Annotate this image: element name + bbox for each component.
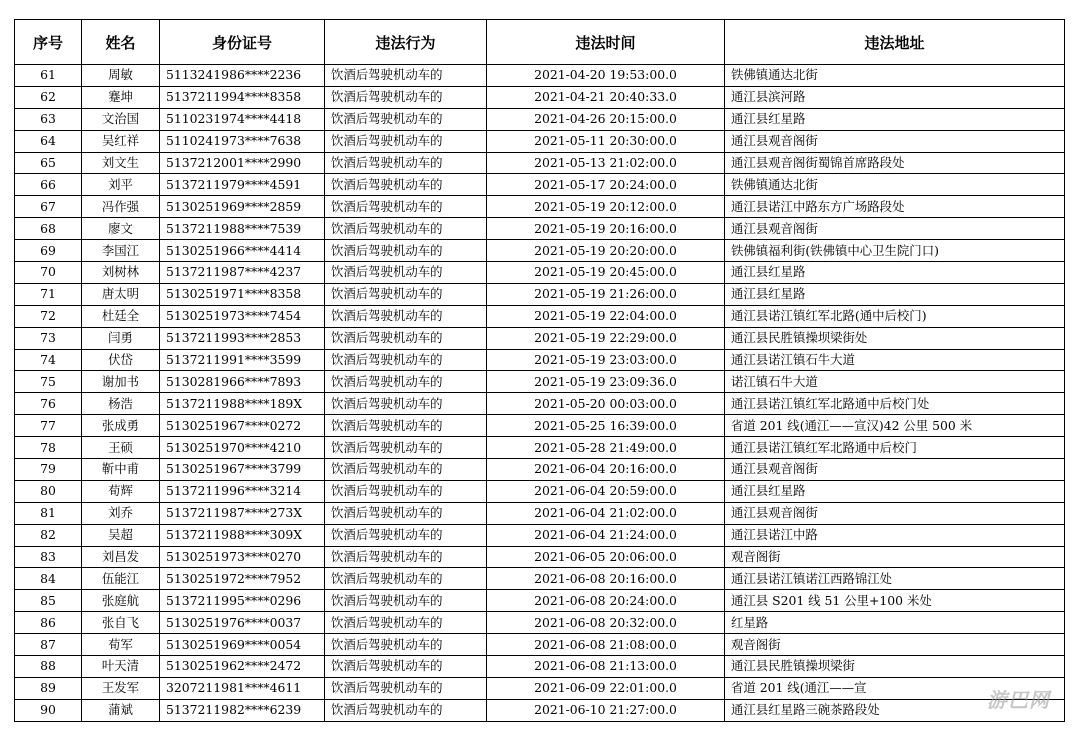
cell-seq: 62 — [15, 86, 82, 108]
table-row — [15, 327, 1065, 349]
cell-id-number: 5130251969****2859 — [160, 196, 325, 218]
cell-name: 闫勇 — [82, 327, 160, 349]
cell-address: 通江县诺江镇红军北路(通中后校门) — [725, 305, 1065, 327]
cell-time: 2021-05-19 20:16:00.0 — [487, 218, 725, 240]
table-row — [15, 546, 1065, 568]
cell-address: 铁佛镇通达北街 — [725, 174, 1065, 196]
table-row — [15, 240, 1065, 262]
table-row — [15, 174, 1065, 196]
cell-violation: 饮酒后驾驶机动车的 — [325, 174, 487, 196]
cell-address: 观音阁街 — [725, 634, 1065, 656]
cell-id-number: 5137211993****2853 — [160, 327, 325, 349]
cell-time: 2021-05-19 23:09:36.0 — [487, 371, 725, 393]
table-row — [15, 699, 1065, 721]
cell-name: 王硕 — [82, 437, 160, 459]
cell-seq: 63 — [15, 108, 82, 130]
cell-address: 通江县民胜镇操坝梁街 — [725, 656, 1065, 678]
cell-name: 冯作强 — [82, 196, 160, 218]
cell-seq: 89 — [15, 677, 82, 699]
cell-name: 王发军 — [82, 677, 160, 699]
cell-address: 通江县 S201 线 51 公里+100 米处 — [725, 590, 1065, 612]
cell-name: 杨浩 — [82, 393, 160, 415]
cell-name: 刘昌发 — [82, 546, 160, 568]
cell-name: 张自飞 — [82, 612, 160, 634]
cell-name: 杜廷全 — [82, 305, 160, 327]
table-row — [15, 677, 1065, 699]
cell-address: 诺江镇石牛大道 — [725, 371, 1065, 393]
cell-seq: 84 — [15, 568, 82, 590]
cell-violation: 饮酒后驾驶机动车的 — [325, 502, 487, 524]
cell-id-number: 5130251973****0270 — [160, 546, 325, 568]
cell-address: 铁佛镇通达北街 — [725, 65, 1065, 87]
cell-violation: 饮酒后驾驶机动车的 — [325, 437, 487, 459]
cell-violation: 饮酒后驾驶机动车的 — [325, 415, 487, 437]
cell-address: 通江县民胜镇操坝梁街处 — [725, 327, 1065, 349]
cell-violation: 饮酒后驾驶机动车的 — [325, 459, 487, 481]
cell-time: 2021-06-04 20:16:00.0 — [487, 459, 725, 481]
cell-id-number: 5137211994****8358 — [160, 86, 325, 108]
cell-name: 周敏 — [82, 65, 160, 87]
cell-address: 通江县观音阁街 — [725, 218, 1065, 240]
cell-address: 通江县红星路三碗茶路段处 — [725, 699, 1065, 721]
cell-id-number: 5130251969****0054 — [160, 634, 325, 656]
cell-id-number: 5137212001****2990 — [160, 152, 325, 174]
table-row — [15, 393, 1065, 415]
cell-violation: 饮酒后驾驶机动车的 — [325, 568, 487, 590]
cell-time: 2021-05-19 20:45:00.0 — [487, 262, 725, 284]
cell-seq: 75 — [15, 371, 82, 393]
table-row — [15, 634, 1065, 656]
cell-violation: 饮酒后驾驶机动车的 — [325, 327, 487, 349]
table-row — [15, 196, 1065, 218]
cell-violation: 饮酒后驾驶机动车的 — [325, 262, 487, 284]
cell-name: 吴红祥 — [82, 130, 160, 152]
cell-name: 荀辉 — [82, 480, 160, 502]
header-id: 身份证号 — [160, 20, 325, 65]
cell-name: 伏岱 — [82, 349, 160, 371]
header-time: 违法时间 — [487, 20, 725, 65]
cell-name: 刘乔 — [82, 502, 160, 524]
cell-id-number: 5137211987****273X — [160, 502, 325, 524]
cell-time: 2021-06-08 21:13:00.0 — [487, 656, 725, 678]
cell-violation: 饮酒后驾驶机动车的 — [325, 634, 487, 656]
cell-id-number: 5137211982****6239 — [160, 699, 325, 721]
cell-address: 通江县红星路 — [725, 283, 1065, 305]
cell-seq: 86 — [15, 612, 82, 634]
cell-seq: 90 — [15, 699, 82, 721]
cell-seq: 83 — [15, 546, 82, 568]
cell-time: 2021-06-10 21:27:00.0 — [487, 699, 725, 721]
cell-id-number: 5130251971****8358 — [160, 283, 325, 305]
cell-name: 荀军 — [82, 634, 160, 656]
table-row — [15, 656, 1065, 678]
table-row — [15, 568, 1065, 590]
cell-time: 2021-06-04 21:02:00.0 — [487, 502, 725, 524]
cell-seq: 67 — [15, 196, 82, 218]
cell-violation: 饮酒后驾驶机动车的 — [325, 524, 487, 546]
cell-seq: 81 — [15, 502, 82, 524]
cell-address: 通江县诺江镇石牛大道 — [725, 349, 1065, 371]
cell-seq: 78 — [15, 437, 82, 459]
header-addr: 违法地址 — [725, 20, 1065, 65]
cell-name: 张成勇 — [82, 415, 160, 437]
cell-seq: 74 — [15, 349, 82, 371]
cell-id-number: 5137211987****4237 — [160, 262, 325, 284]
table-row — [15, 283, 1065, 305]
cell-address: 通江县滨河路 — [725, 86, 1065, 108]
table-row — [15, 349, 1065, 371]
cell-violation: 饮酒后驾驶机动车的 — [325, 480, 487, 502]
cell-seq: 66 — [15, 174, 82, 196]
cell-name: 廖文 — [82, 218, 160, 240]
cell-address: 通江县诺江镇红军北路通中后校门处 — [725, 393, 1065, 415]
cell-id-number: 5137211988****7539 — [160, 218, 325, 240]
header-row — [15, 20, 1065, 65]
cell-violation: 饮酒后驾驶机动车的 — [325, 86, 487, 108]
cell-time: 2021-05-20 00:03:00.0 — [487, 393, 725, 415]
cell-name: 李国江 — [82, 240, 160, 262]
table-body — [15, 65, 1065, 722]
cell-address: 通江县诺江中路东方广场路段处 — [725, 196, 1065, 218]
cell-seq: 69 — [15, 240, 82, 262]
table-row — [15, 502, 1065, 524]
cell-seq: 73 — [15, 327, 82, 349]
cell-violation: 饮酒后驾驶机动车的 — [325, 130, 487, 152]
cell-time: 2021-04-26 20:15:00.0 — [487, 108, 725, 130]
cell-time: 2021-05-19 21:26:00.0 — [487, 283, 725, 305]
table-row — [15, 437, 1065, 459]
cell-time: 2021-06-08 21:08:00.0 — [487, 634, 725, 656]
table-row — [15, 459, 1065, 481]
table-header — [15, 20, 1065, 65]
cell-name: 吴超 — [82, 524, 160, 546]
table-row — [15, 262, 1065, 284]
cell-time: 2021-06-08 20:16:00.0 — [487, 568, 725, 590]
cell-time: 2021-05-19 22:29:00.0 — [487, 327, 725, 349]
cell-seq: 68 — [15, 218, 82, 240]
cell-address: 省道 201 线(通江——宣汉)42 公里 500 米 — [725, 415, 1065, 437]
watermark-text: 游巴网 — [987, 688, 1050, 712]
cell-address: 通江县诺江镇诺江西路锦江处 — [725, 568, 1065, 590]
cell-address: 通江县红星路 — [725, 480, 1065, 502]
cell-address: 通江县观音阁街 — [725, 459, 1065, 481]
cell-name: 靳中甫 — [82, 459, 160, 481]
cell-name: 叶天清 — [82, 656, 160, 678]
cell-seq: 61 — [15, 65, 82, 87]
cell-seq: 88 — [15, 656, 82, 678]
cell-seq: 72 — [15, 305, 82, 327]
cell-id-number: 5130251970****4210 — [160, 437, 325, 459]
cell-time: 2021-06-04 20:59:00.0 — [487, 480, 725, 502]
table-row — [15, 524, 1065, 546]
cell-id-number: 5130251966****4414 — [160, 240, 325, 262]
cell-address: 省道 201 线(通江——宣 — [725, 677, 1065, 699]
cell-violation: 饮酒后驾驶机动车的 — [325, 305, 487, 327]
cell-violation: 饮酒后驾驶机动车的 — [325, 612, 487, 634]
cell-seq: 71 — [15, 283, 82, 305]
cell-id-number: 5130251967****0272 — [160, 415, 325, 437]
cell-time: 2021-05-11 20:30:00.0 — [487, 130, 725, 152]
cell-violation: 饮酒后驾驶机动车的 — [325, 590, 487, 612]
cell-time: 2021-06-04 21:24:00.0 — [487, 524, 725, 546]
cell-address: 通江县红星路 — [725, 108, 1065, 130]
cell-violation: 饮酒后驾驶机动车的 — [325, 65, 487, 87]
cell-id-number: 5130251967****3799 — [160, 459, 325, 481]
cell-time: 2021-06-05 20:06:00.0 — [487, 546, 725, 568]
table-row — [15, 480, 1065, 502]
cell-id-number: 5130281966****7893 — [160, 371, 325, 393]
cell-address: 红星路 — [725, 612, 1065, 634]
cell-time: 2021-04-21 20:40:33.0 — [487, 86, 725, 108]
cell-seq: 79 — [15, 459, 82, 481]
cell-address: 通江县诺江中路 — [725, 524, 1065, 546]
cell-seq: 70 — [15, 262, 82, 284]
cell-violation: 饮酒后驾驶机动车的 — [325, 371, 487, 393]
site-watermark — [987, 684, 1050, 713]
cell-violation: 饮酒后驾驶机动车的 — [325, 108, 487, 130]
cell-time: 2021-06-08 20:24:00.0 — [487, 590, 725, 612]
cell-id-number: 5137211979****4591 — [160, 174, 325, 196]
cell-time: 2021-04-20 19:53:00.0 — [487, 65, 725, 87]
cell-violation: 饮酒后驾驶机动车的 — [325, 218, 487, 240]
cell-time: 2021-05-17 20:24:00.0 — [487, 174, 725, 196]
table-row — [15, 305, 1065, 327]
cell-address: 通江县观音阁街蜀锦首席路段处 — [725, 152, 1065, 174]
cell-name: 伍能江 — [82, 568, 160, 590]
table-row — [15, 371, 1065, 393]
cell-time: 2021-06-09 22:01:00.0 — [487, 677, 725, 699]
violation-table — [14, 19, 1065, 722]
table-row — [15, 108, 1065, 130]
cell-seq: 85 — [15, 590, 82, 612]
table-row — [15, 130, 1065, 152]
cell-violation: 饮酒后驾驶机动车的 — [325, 656, 487, 678]
cell-address: 通江县红星路 — [725, 262, 1065, 284]
cell-violation: 饮酒后驾驶机动车的 — [325, 349, 487, 371]
table-row — [15, 65, 1065, 87]
cell-violation: 饮酒后驾驶机动车的 — [325, 152, 487, 174]
cell-time: 2021-05-19 23:03:00.0 — [487, 349, 725, 371]
cell-seq: 77 — [15, 415, 82, 437]
table-row — [15, 152, 1065, 174]
cell-seq: 64 — [15, 130, 82, 152]
header-seq: 序号 — [15, 20, 82, 65]
cell-time: 2021-05-28 21:49:00.0 — [487, 437, 725, 459]
cell-id-number: 5113241986****2236 — [160, 65, 325, 87]
cell-name: 刘平 — [82, 174, 160, 196]
cell-id-number: 3207211981****4611 — [160, 677, 325, 699]
cell-violation: 饮酒后驾驶机动车的 — [325, 393, 487, 415]
cell-violation: 饮酒后驾驶机动车的 — [325, 677, 487, 699]
cell-name: 刘文生 — [82, 152, 160, 174]
cell-id-number: 5137211991****3599 — [160, 349, 325, 371]
table-row — [15, 590, 1065, 612]
cell-violation: 饮酒后驾驶机动车的 — [325, 699, 487, 721]
cell-violation: 饮酒后驾驶机动车的 — [325, 240, 487, 262]
cell-id-number: 5137211988****189X — [160, 393, 325, 415]
cell-address: 通江县诺江镇红军北路通中后校门 — [725, 437, 1065, 459]
cell-time: 2021-05-19 20:20:00.0 — [487, 240, 725, 262]
cell-id-number: 5137211995****0296 — [160, 590, 325, 612]
cell-id-number: 5130251973****7454 — [160, 305, 325, 327]
cell-name: 蹇坤 — [82, 86, 160, 108]
cell-id-number: 5130251972****7952 — [160, 568, 325, 590]
cell-name: 蒲斌 — [82, 699, 160, 721]
cell-seq: 65 — [15, 152, 82, 174]
cell-seq: 80 — [15, 480, 82, 502]
cell-name: 张庭航 — [82, 590, 160, 612]
cell-address: 铁佛镇福利街(铁佛镇中心卫生院门口) — [725, 240, 1065, 262]
cell-id-number: 5130251962****2472 — [160, 656, 325, 678]
cell-address: 通江县观音阁街 — [725, 502, 1065, 524]
cell-address: 通江县观音阁街 — [725, 130, 1065, 152]
table-row — [15, 86, 1065, 108]
table-row — [15, 415, 1065, 437]
cell-name: 刘树林 — [82, 262, 160, 284]
cell-address: 观音阁街 — [725, 546, 1065, 568]
cell-time: 2021-06-08 20:32:00.0 — [487, 612, 725, 634]
cell-seq: 76 — [15, 393, 82, 415]
cell-id-number: 5137211996****3214 — [160, 480, 325, 502]
cell-violation: 饮酒后驾驶机动车的 — [325, 283, 487, 305]
violation-list-sheet — [14, 19, 1064, 722]
header-name: 姓名 — [82, 20, 160, 65]
cell-seq: 82 — [15, 524, 82, 546]
cell-name: 谢加书 — [82, 371, 160, 393]
cell-name: 唐太明 — [82, 283, 160, 305]
table-row — [15, 612, 1065, 634]
cell-violation: 饮酒后驾驶机动车的 — [325, 196, 487, 218]
cell-violation: 饮酒后驾驶机动车的 — [325, 546, 487, 568]
cell-id-number: 5110241973****7638 — [160, 130, 325, 152]
cell-time: 2021-05-13 21:02:00.0 — [487, 152, 725, 174]
table-row — [15, 218, 1065, 240]
cell-time: 2021-05-19 22:04:00.0 — [487, 305, 725, 327]
cell-id-number: 5137211988****309X — [160, 524, 325, 546]
cell-seq: 87 — [15, 634, 82, 656]
cell-time: 2021-05-19 20:12:00.0 — [487, 196, 725, 218]
cell-time: 2021-05-25 16:39:00.0 — [487, 415, 725, 437]
header-act: 违法行为 — [325, 20, 487, 65]
cell-id-number: 5110231974****4418 — [160, 108, 325, 130]
cell-name: 文治国 — [82, 108, 160, 130]
cell-id-number: 5130251976****0037 — [160, 612, 325, 634]
